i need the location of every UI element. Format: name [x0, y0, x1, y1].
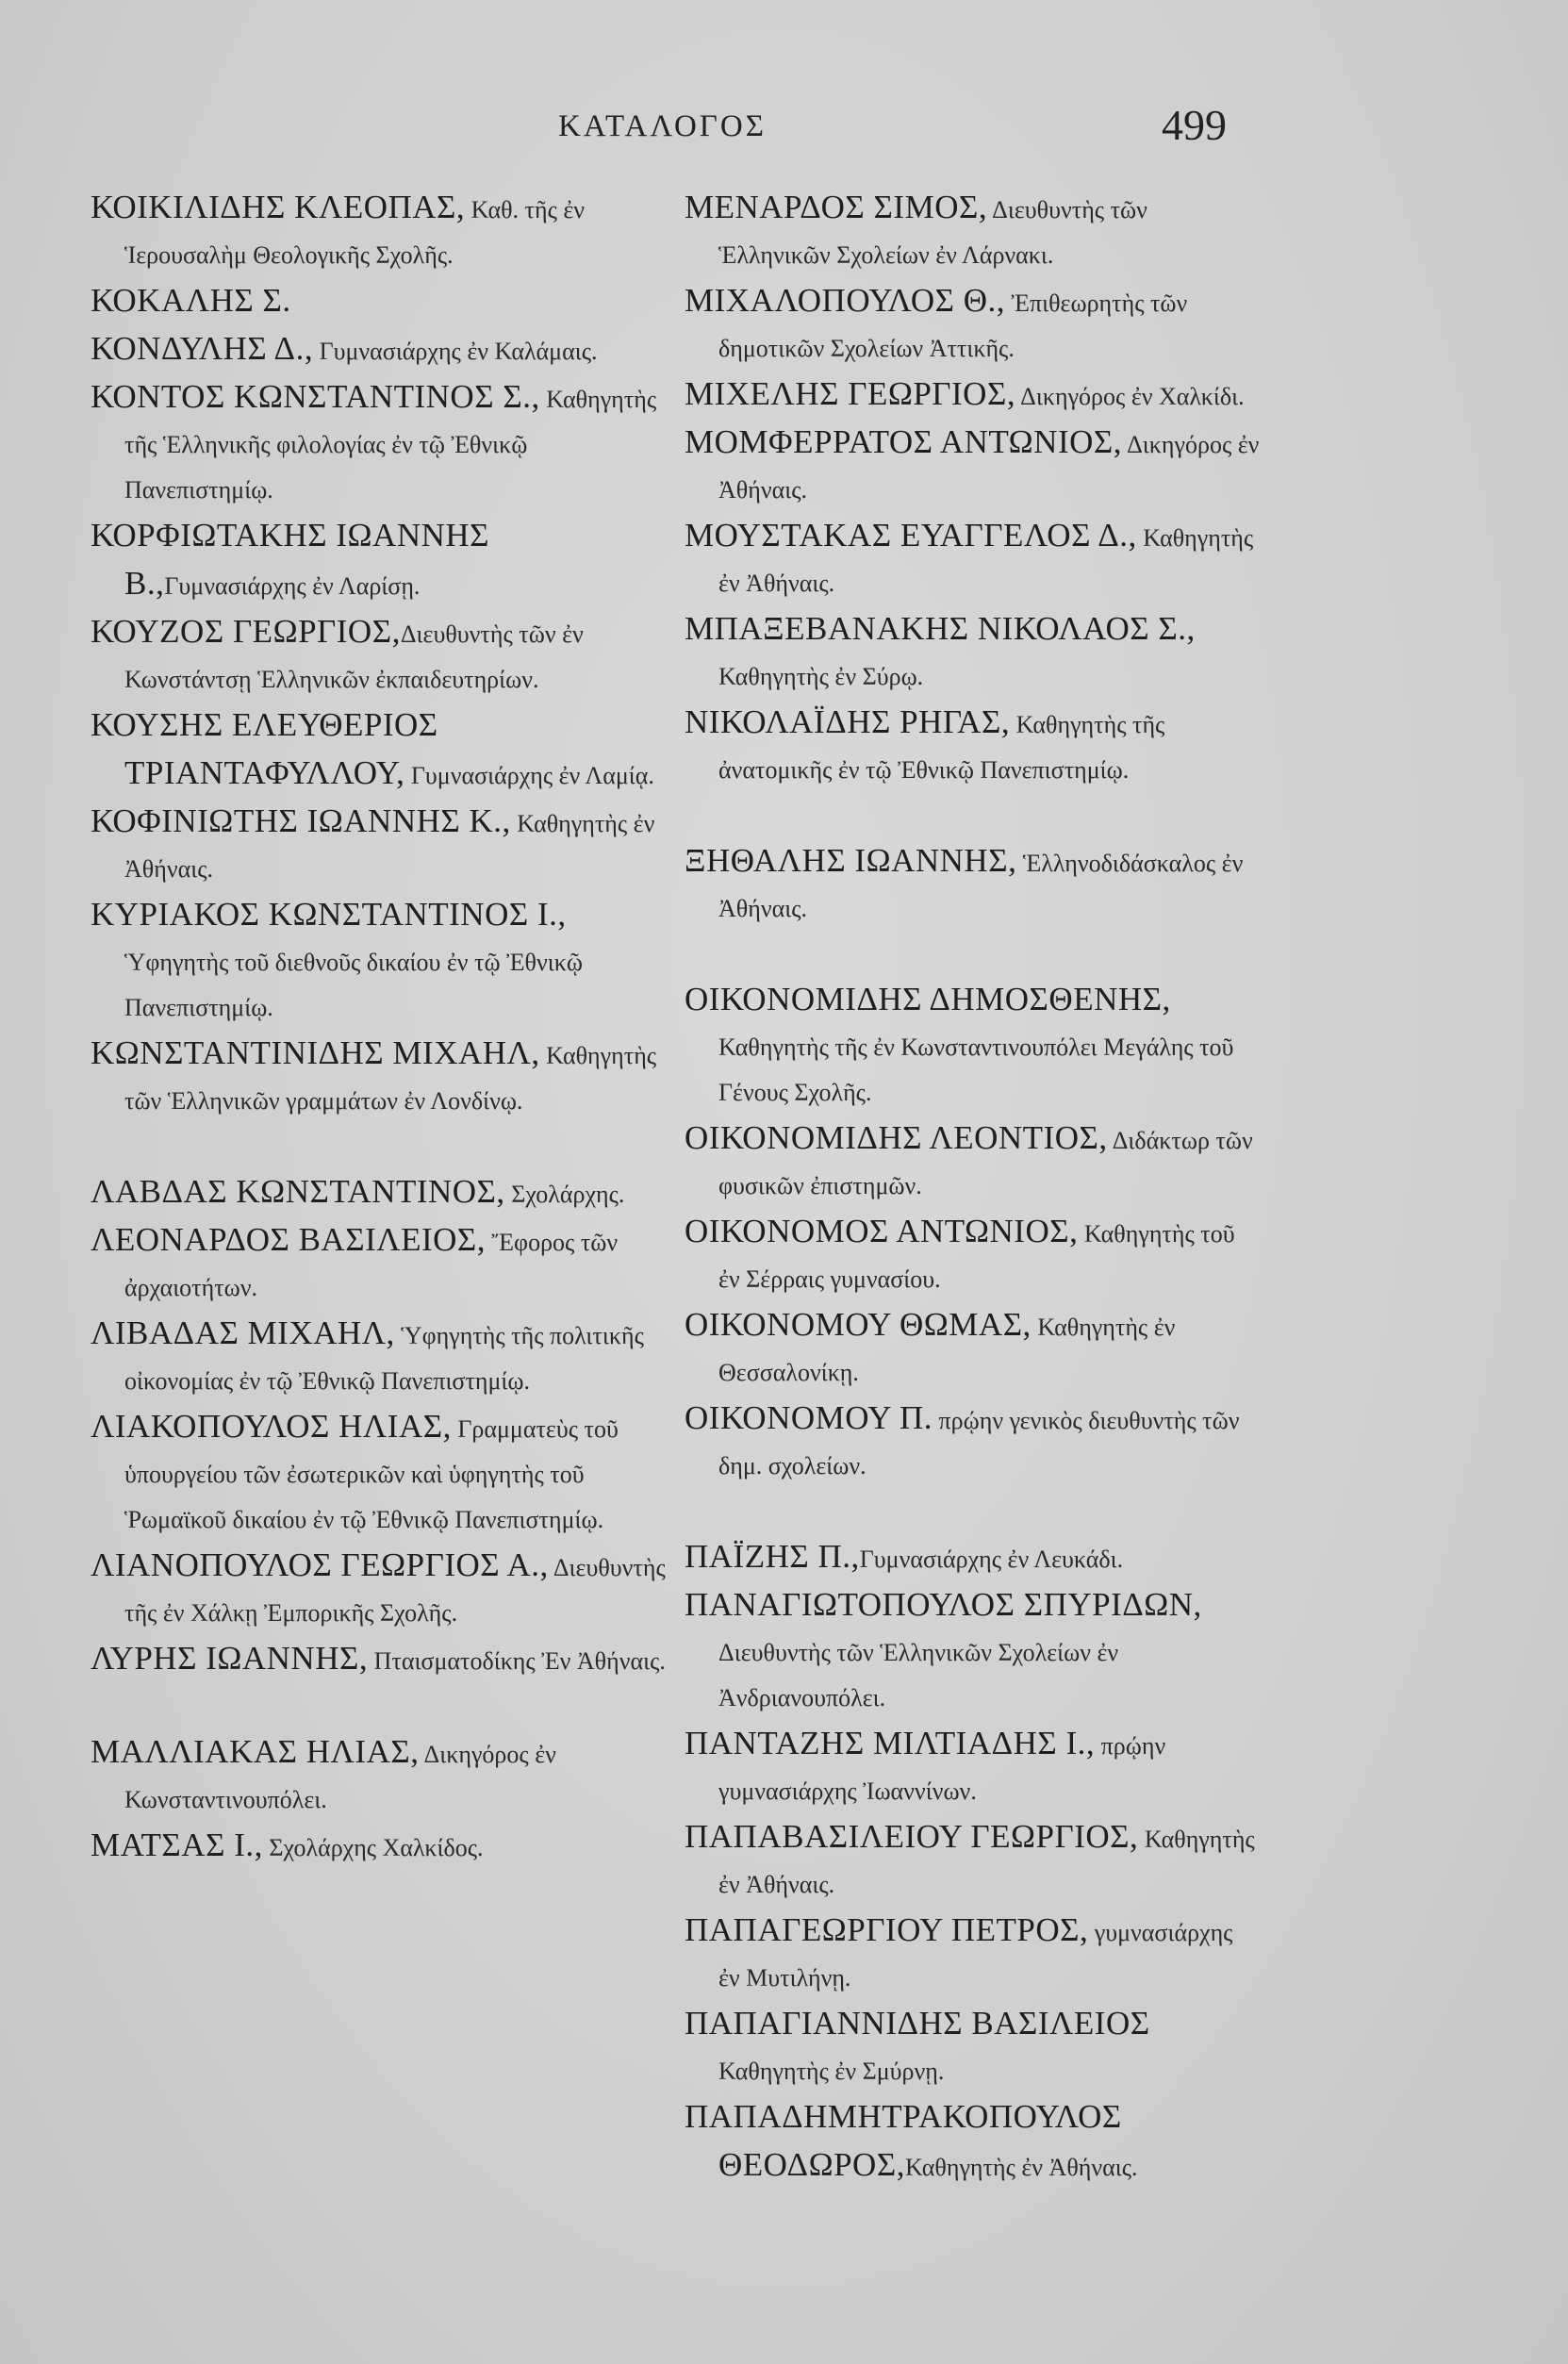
entry-name: ΟΙΚΟΝΟΜΟΣ ΑΝΤΩΝΙΟΣ, — [685, 1213, 1079, 1249]
catalog-entry — [685, 1814, 1260, 1908]
catalog-entry — [91, 892, 675, 1031]
entry-name: ΟΙΚΟΝΟΜΟΥ Π. — [685, 1399, 933, 1436]
catalog-entry — [91, 326, 675, 374]
right-column — [685, 185, 1260, 2190]
entry-name: ΜΑΛΛΙΑΚΑΣ ΗΛΙΑΣ, — [91, 1733, 420, 1770]
entry-name: ΜΟΜΦΕΡΡΑΤΟΣ ΑΝΤΩΝΙΟΣ, — [685, 423, 1123, 460]
entry-name: ΚΟΚΑΛΗΣ Σ. — [91, 282, 291, 319]
page-header — [0, 101, 1568, 160]
catalog-entry — [91, 513, 675, 609]
entry-description: πρῴην γυμνασιάρχης Ἰωαννίνων. — [718, 1732, 1166, 1805]
catalog-entry — [91, 185, 675, 278]
entry-description: Σχολάρχης. — [504, 1181, 625, 1208]
entry-description: Καθηγητὴς τῶν Ἑλληνικῶν γραμμάτων ἐν Λονδίνῳ. — [124, 1042, 657, 1115]
catalog-entry — [91, 609, 675, 703]
entry-name: ΜΠΑΞΕΒΑΝΑΚΗΣ ΝΙΚΟΛΑΟΣ Σ., — [685, 610, 1196, 647]
entry-name: ΜΙΧΕΛΗΣ ΓΕΩΡΓΙΟΣ, — [685, 375, 1016, 412]
catalog-entry — [91, 703, 675, 799]
entry-name: ΛΕΟΝΑΡΔΟΣ ΒΑΣΙΛΕΙΟΣ, — [91, 1221, 487, 1258]
catalog-entry — [685, 2094, 1260, 2190]
entry-description: Διευθυντὴς τῶν ἐν Κωνστάντσῃ Ἑλληνικῶν ἐκπαιδευτηρίων. — [124, 620, 584, 693]
entry-name: ΚΟΥΖΟΣ ΓΕΩΡΓΙΟΣ, — [91, 613, 401, 650]
catalog-entry — [91, 1217, 675, 1311]
entry-name: ΞΗΘΑΛΗΣ ΙΩΑΝΝΗΣ, — [685, 842, 1017, 879]
entry-name: ΚΟΦΙΝΙΩΤΗΣ ΙΩΑΝΝΗΣ Κ., — [91, 802, 511, 839]
entry-name: ΠΑΝΤΑΖΗΣ ΜΙΛΤΙΑΔΗΣ Ι., — [685, 1725, 1096, 1761]
entry-description: Καθηγητὴς τῆς Ἑλληνικῆς φιλολογίας ἐν τῷ Ἐθνικῷ Πανεπιστημίῳ. — [124, 386, 657, 504]
entry-name: ΠΑΠΑΒΑΣΙΛΕΙΟΥ ΓΕΩΡΓΙΟΣ, — [685, 1818, 1139, 1855]
catalog-entry — [91, 1729, 675, 1823]
catalog-entry — [91, 374, 675, 513]
catalog-entry — [685, 700, 1260, 793]
catalog-entry — [685, 1396, 1260, 1489]
catalog-entry — [685, 278, 1260, 372]
entry-description: Καθηγητὴς τῆς ἐν Κωνσταντινουπόλει Μεγάλης τοῦ Γένους Σχολῆς. — [718, 1033, 1234, 1106]
entry-description: Σχολάρχης Χαλκίδος. — [262, 1834, 484, 1861]
entry-description: Δικηγόρος ἐν Χαλκίδι. — [1015, 383, 1245, 410]
catalog-entry — [91, 1169, 675, 1217]
entry-name: ΠΑΝΑΓΙΩΤΟΠΟΥΛΟΣ ΣΠΥΡΙΔΩΝ, — [685, 1586, 1202, 1623]
entry-description: Δικηγόρος ἐν Ἀθήναις. — [718, 431, 1260, 504]
entry-name: ΚΟΙΚΙΛΙΔΗΣ ΚΛΕΟΠΑΣ, — [91, 189, 466, 225]
catalog-entry — [685, 838, 1260, 932]
catalog-entry — [685, 1116, 1260, 1209]
entry-description: Ἑλληνοδιδάσκαλος ἐν Ἀθήναις. — [718, 850, 1244, 922]
entry-description: Καθηγητὴς ἐν Ἀθήναις. — [718, 1826, 1255, 1898]
entry-name: ΛΙΒΑΔΑΣ ΜΙΧΑΗΛ, — [91, 1314, 395, 1351]
catalog-entry — [91, 1404, 675, 1543]
entry-name: ΟΙΚΟΝΟΜΙΔΗΣ ΔΗΜΟΣΘΕΝΗΣ, — [685, 981, 1171, 1017]
catalog-entry — [685, 513, 1260, 606]
catalog-entry — [91, 1031, 675, 1124]
entry-name: ΟΙΚΟΝΟΜΟΥ ΘΩΜΑΣ, — [685, 1306, 1032, 1343]
left-column — [91, 185, 675, 1871]
entry-name: ΚΟΡΦΙΩΤΑΚΗΣ ΙΩΑΝΝΗΣ Β., — [91, 517, 490, 602]
entry-description: Ἐπιθεωρητὴς τῶν δημοτικῶν Σχολείων Ἀττικῆς. — [718, 289, 1188, 362]
entry-name: ΝΙΚΟΛΑΪΔΗΣ ΡΗΓΑΣ, — [685, 703, 1011, 740]
entry-name: ΛΥΡΗΣ ΙΩΑΝΝΗΣ, — [91, 1640, 369, 1677]
entry-description: Καθηγητὴς τῆς ἀνατομικῆς ἐν τῷ Ἐθνικῷ Πανεπιστημίῳ. — [718, 711, 1165, 784]
catalog-entry — [91, 1823, 675, 1871]
entry-name: ΜΟΥΣΤΑΚΑΣ ΕΥΑΓΓΕΛΟΣ Δ., — [685, 517, 1137, 554]
entry-description: Καθ. τῆς ἐν Ἱερουσαλὴμ Θεολογικῆς Σχολῆς. — [124, 196, 586, 269]
entry-name: ΠΑΪΖΗΣ Π., — [685, 1538, 860, 1575]
entry-name: ΚΟΥΣΗΣ ΕΛΕΥΘΕΡΙΟΣ ΤΡΙΑΝΤΑΦΥΛΛΟΥ, — [91, 706, 438, 791]
entry-name: ΚΟΝΔΥΛΗΣ Δ., — [91, 330, 314, 367]
catalog-entry — [685, 185, 1260, 278]
entry-name: ΜΙΧΑΛΟΠΟΥΛΟΣ Θ., — [685, 282, 1006, 319]
entry-description: Διευθυντὴς τῆς ἐν Χάλκῃ Ἐμπορικῆς Σχολῆς. — [124, 1554, 666, 1627]
entry-description: Γυμνασιάρχης ἐν Λαρίσῃ. — [164, 572, 421, 600]
entry-description: Καθηγητὴς τοῦ ἐν Σέρραις γυμνασίου. — [718, 1220, 1235, 1293]
entry-name: ΠΑΠΑΓΕΩΡΓΙΟΥ ΠΕΤΡΟΣ, — [685, 1911, 1089, 1948]
entry-name: ΛΙΑΚΟΠΟΥΛΟΣ ΗΛΙΑΣ, — [91, 1408, 452, 1445]
entry-name: ΠΑΠΑΓΙΑΝΝΙΔΗΣ ΒΑΣΙΛΕΙΟΣ — [685, 2005, 1150, 2042]
entry-description: Καθηγητὴς ἐν Ἀθήναις. — [718, 524, 1254, 597]
catalog-entry — [91, 1543, 675, 1636]
catalog-entry — [685, 372, 1260, 420]
entry-description: Διευθυντὴς τῶν Ἑλληνικῶν Σχολείων ἐν Ἀνδριανουπόλει. — [718, 1639, 1119, 1711]
catalog-entry — [91, 1311, 675, 1404]
entry-description: Ὑφηγητὴς τοῦ διεθνοῦς δικαίου ἐν τῷ Ἐθνικῷ Πανεπιστημίῳ. — [124, 949, 583, 1021]
entry-description: Καθηγητὴς ἐν Ἀθήναις. — [904, 2154, 1138, 2181]
catalog-entry — [91, 278, 675, 326]
catalog-entry — [685, 1209, 1260, 1302]
entry-description: Καθηγητὴς ἐν Ἀθήναις. — [124, 810, 655, 883]
section-gap — [685, 1489, 1260, 1534]
running-title: ΚΑΤΑΛΟΓΟΣ — [558, 109, 767, 143]
entry-name: ΚΥΡΙΑΚΟΣ ΚΩΝΣΤΑΝΤΙΝΟΣ Ι., — [91, 896, 567, 933]
entry-name: ΛΙΑΝΟΠΟΥΛΟΣ ΓΕΩΡΓΙΟΣ Α., — [91, 1546, 549, 1583]
catalog-entry — [685, 1534, 1260, 1582]
entry-description: Καθηγητὴς ἐν Σύρῳ. — [718, 663, 924, 690]
entry-description: Πταισματοδίκης Ἐν Ἀθήναις. — [368, 1647, 666, 1675]
entry-description: Διδάκτωρ τῶν φυσικῶν ἐπιστημῶν. — [718, 1127, 1253, 1199]
entry-description: Ὑφηγητὴς τῆς πολιτικῆς οἰκονομίας ἐν τῷ Ἐθνικῷ Πανεπιστημίῳ. — [124, 1322, 644, 1395]
entry-name: ΚΟΝΤΟΣ ΚΩΝΣΤΑΝΤΙΝΟΣ Σ., — [91, 378, 540, 415]
entry-description: Δικηγόρος ἐν Κωνσταντινουπόλει. — [124, 1741, 556, 1813]
entry-description: Καθηγητὴς ἐν Σμύρνῃ. — [718, 2058, 945, 2085]
catalog-entry — [685, 1302, 1260, 1396]
entry-name: ΠΑΠΑΔΗΜΗΤΡΑΚΟΠΟΥΛΟΣ ΘΕΟΔΩΡΟΣ, — [685, 2098, 1122, 2183]
catalog-entry — [685, 606, 1260, 700]
entry-description: πρῴην γενικὸς διευθυντὴς τῶν δημ. σχολείων. — [718, 1407, 1240, 1480]
entry-name: ΜΑΤΣΑΣ Ι., — [91, 1827, 263, 1863]
entry-description: γυμνασιάρχης ἐν Μυτιλήνῃ. — [718, 1919, 1233, 1992]
section-gap — [91, 1684, 675, 1729]
catalog-entry — [685, 1721, 1260, 1814]
catalog-entry — [685, 2001, 1260, 2094]
entry-description: Διευθυντὴς τῶν Ἑλληνικῶν Σχολείων ἐν Λάρνακι. — [718, 196, 1147, 269]
section-gap — [91, 1124, 675, 1169]
entry-description: Γυμνασιάρχης ἐν Λευκάδι. — [859, 1546, 1124, 1573]
entry-name: ΚΩΝΣΤΑΝΤΙΝΙΔΗΣ ΜΙΧΑΗΛ, — [91, 1034, 540, 1071]
entry-name: ΛΑΒΔΑΣ ΚΩΝΣΤΑΝΤΙΝΟΣ, — [91, 1173, 505, 1210]
entry-description: Γραμματεὺς τοῦ ὑπουργείου τῶν ἐσωτερικῶν καὶ ὑφηγητὴς τοῦ Ῥωμαϊκοῦ δικαίου ἐν τῷ Ἐθνικῷ Πανεπιστημίῳ. — [124, 1415, 619, 1533]
entry-name: ΟΙΚΟΝΟΜΙΔΗΣ ΛΕΟΝΤΙΟΣ, — [685, 1119, 1108, 1156]
catalog-entry — [685, 420, 1260, 513]
entry-description: Ἔφορος τῶν ἀρχαιοτήτων. — [124, 1229, 619, 1301]
catalog-entry — [91, 1636, 675, 1684]
page-number: 499 — [1162, 101, 1227, 149]
catalog-entry — [685, 1582, 1260, 1721]
entry-description: Γυμνασιάρχης ἐν Καλάμαις. — [313, 338, 598, 365]
section-gap — [685, 793, 1260, 838]
catalog-entry — [685, 977, 1260, 1116]
catalog-entry — [685, 1908, 1260, 2001]
catalog-entry — [91, 799, 675, 892]
entry-name: ΜΕΝΑΡΔΟΣ ΣΙΜΟΣ, — [685, 189, 988, 225]
entry-description: Γυμνασιάρχης ἐν Λαμίᾳ. — [404, 762, 654, 789]
entry-description: Καθηγητὴς ἐν Θεσσαλονίκῃ. — [718, 1314, 1176, 1386]
section-gap — [685, 932, 1260, 977]
